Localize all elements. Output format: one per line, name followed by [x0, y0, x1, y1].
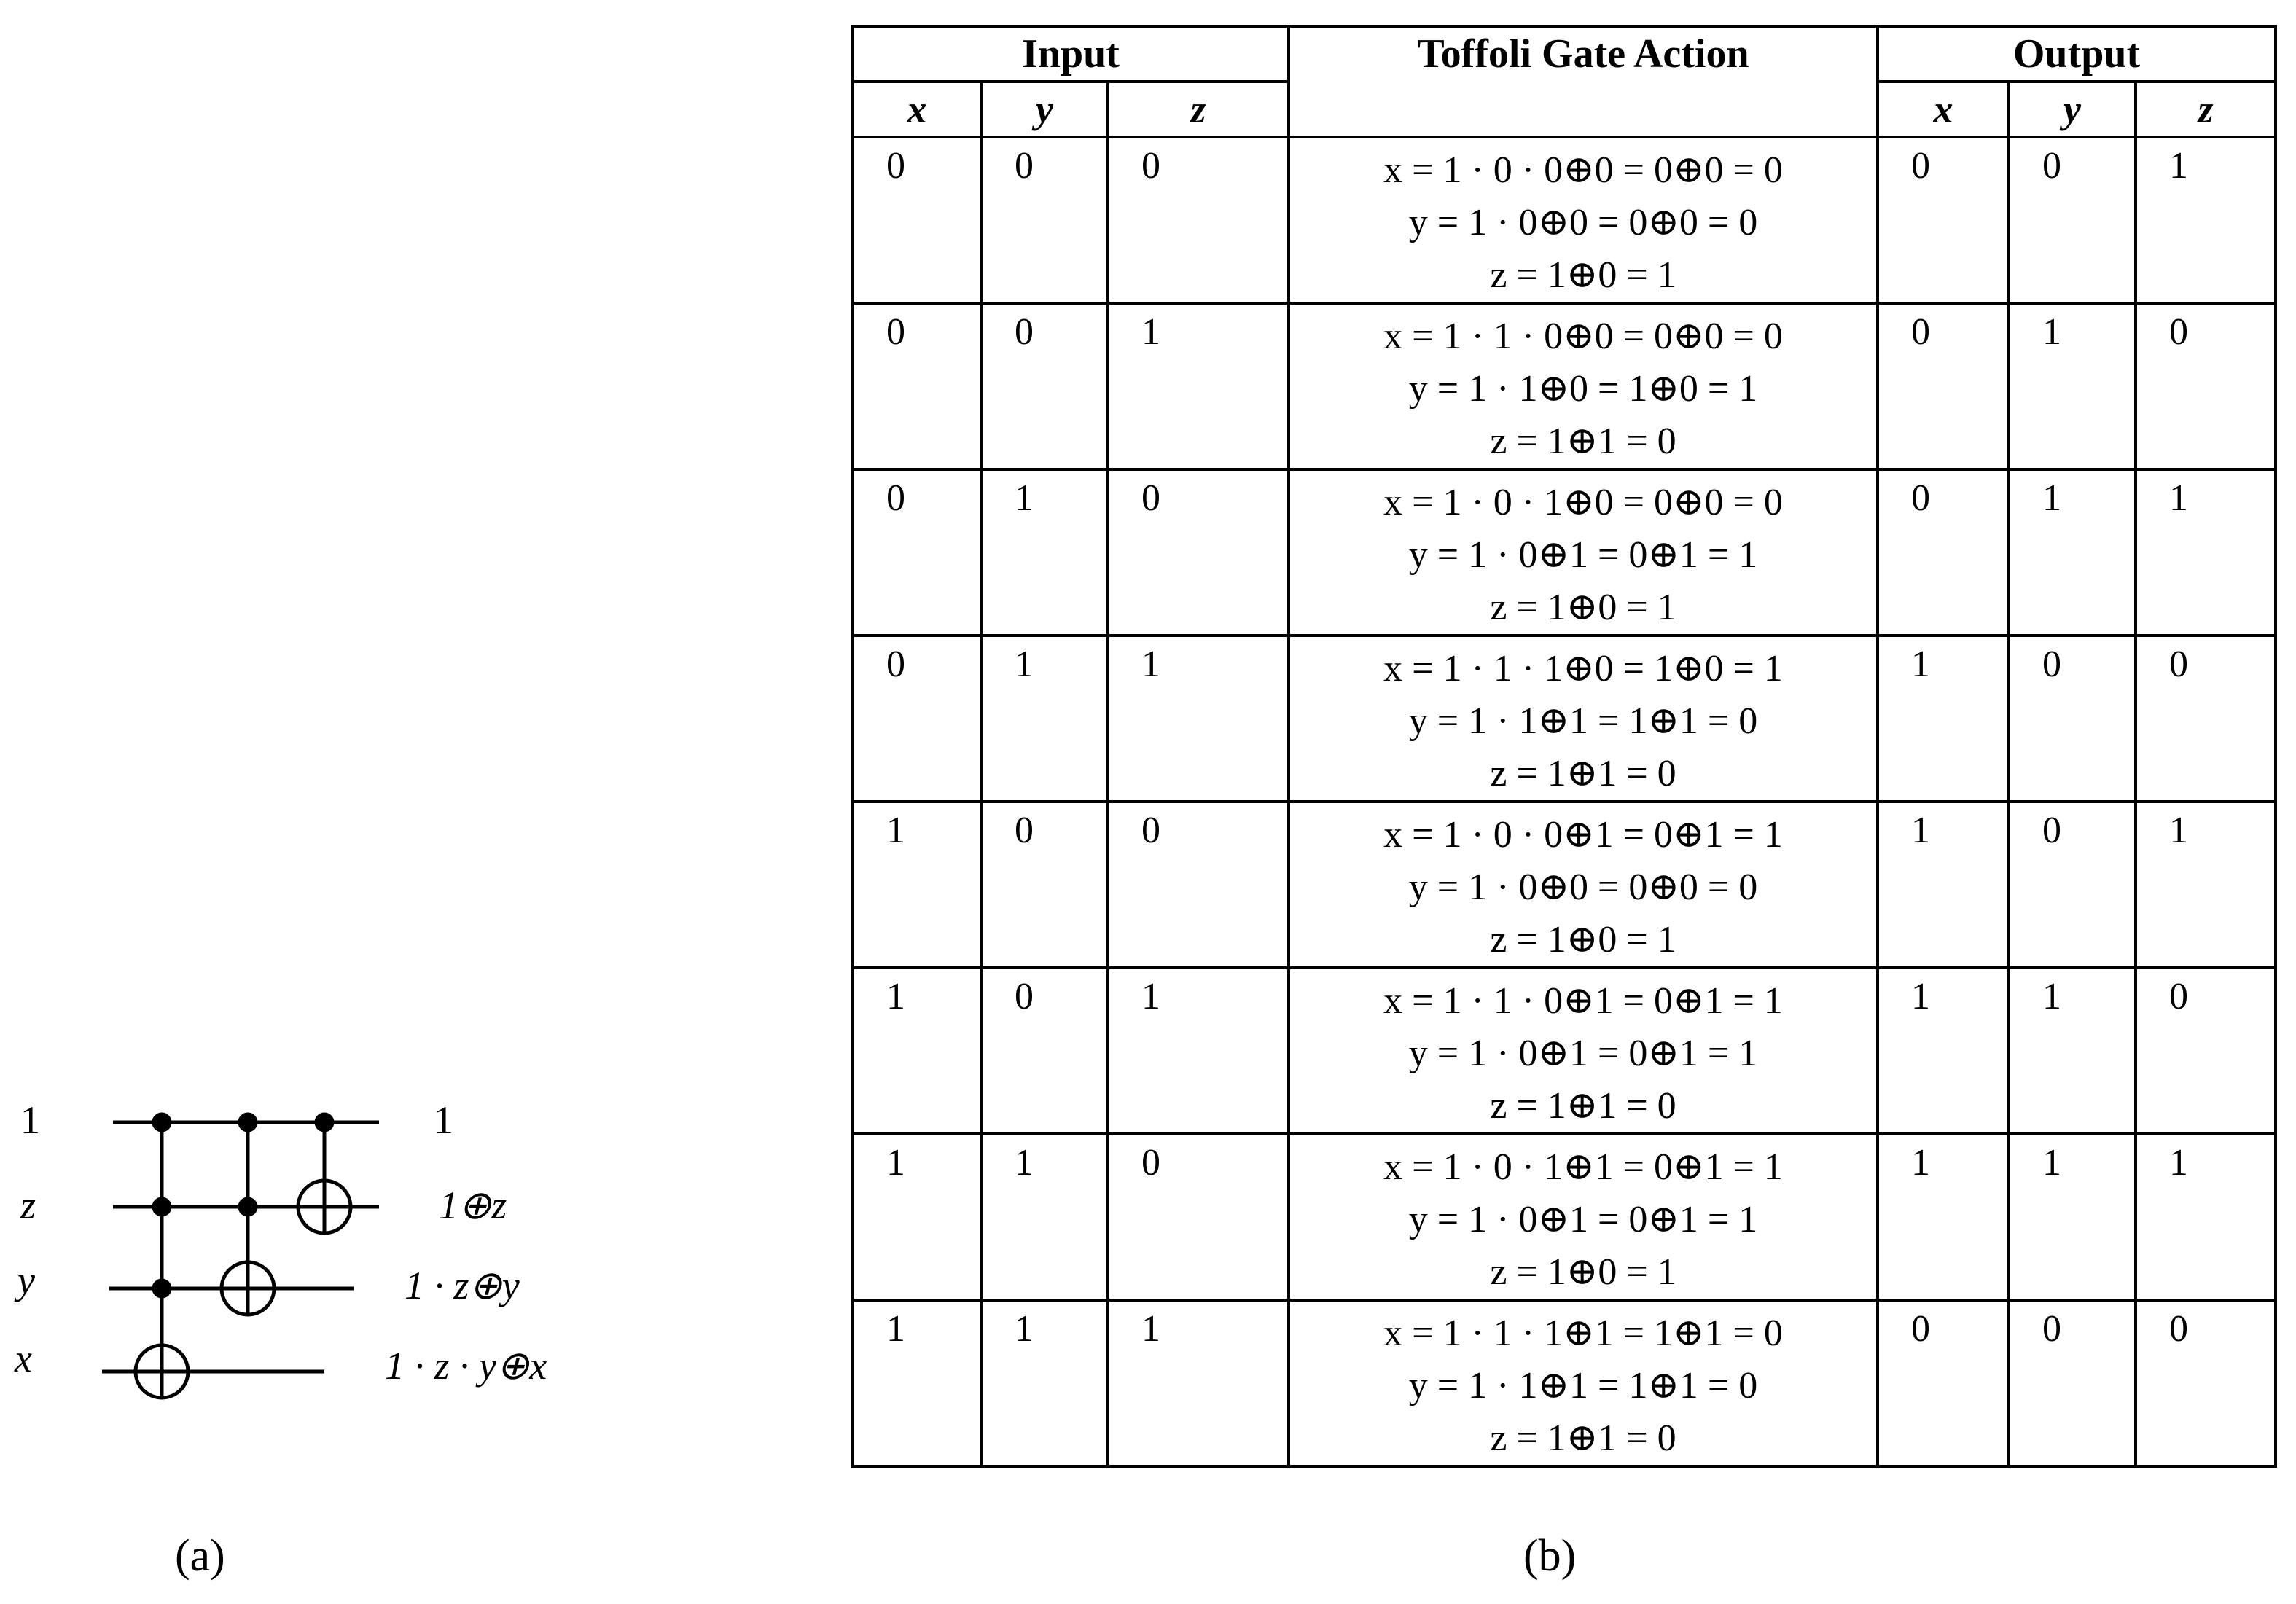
input-y-cell: 0	[981, 968, 1108, 1134]
input-y-cell: 1	[981, 635, 1108, 802]
header-input-x: x	[853, 82, 981, 137]
action-equation: y = 1 · 0⊕1 = 0⊕1 = 1	[1408, 1199, 1758, 1240]
action-cell	[1289, 1300, 1878, 1466]
input-x-cell: 1	[853, 802, 981, 968]
caption-b: (b)	[1523, 1531, 1577, 1581]
action-cell	[1289, 635, 1878, 802]
input-x-cell: 0	[853, 303, 981, 469]
action-equation: x = 1 · 0 · 1⊕1 = 0⊕1 = 1	[1383, 1146, 1783, 1188]
input-z-cell: 0	[1108, 469, 1289, 635]
input-y-cell: 0	[981, 137, 1108, 303]
circuit-input-z: z	[20, 1184, 36, 1227]
control-dot-icon	[240, 1114, 256, 1130]
action-equation: z = 1⊕0 = 1	[1490, 254, 1676, 296]
input-z-cell: 0	[1108, 137, 1289, 303]
toffoli-gate-target-x	[136, 1114, 188, 1398]
action-equation: x = 1 · 0 · 0⊕0 = 0⊕0 = 0	[1383, 149, 1783, 191]
input-z-cell: 0	[1108, 802, 1289, 968]
action-cell	[1289, 469, 1878, 635]
output-z-cell: 1	[2136, 802, 2276, 968]
input-x-cell: 1	[853, 1134, 981, 1300]
action-equation: z = 1⊕1 = 0	[1490, 1417, 1676, 1459]
header-action: Toffoli Gate Action	[1289, 26, 1878, 137]
input-x-cell: 0	[853, 635, 981, 802]
action-equation: y = 1 · 1⊕1 = 1⊕1 = 0	[1408, 700, 1758, 742]
action-equation: x = 1 · 1 · 0⊕0 = 0⊕0 = 0	[1383, 316, 1783, 357]
input-z-cell: 0	[1108, 1134, 1289, 1300]
input-y-cell: 1	[981, 469, 1108, 635]
control-dot-icon	[316, 1114, 332, 1130]
action-equation: y = 1 · 0⊕0 = 0⊕0 = 0	[1408, 866, 1758, 908]
output-z-cell: 0	[2136, 1300, 2276, 1466]
action-equation: z = 1⊕1 = 0	[1490, 420, 1676, 462]
action-equation: z = 1⊕0 = 1	[1490, 1251, 1676, 1293]
output-y-cell: 0	[2009, 137, 2136, 303]
input-x-cell: 1	[853, 1300, 981, 1466]
output-y-cell: 0	[2009, 1300, 2136, 1466]
output-x-cell: 0	[1878, 303, 2009, 469]
circuit-output-z: 1⊕z	[439, 1184, 507, 1227]
header-output: Output	[1878, 26, 2276, 82]
action-cell	[1289, 968, 1878, 1134]
circuit-input-1: 1	[20, 1098, 40, 1142]
action-equation: y = 1 · 0⊕1 = 0⊕1 = 1	[1408, 534, 1758, 576]
output-x-cell: 1	[1878, 1134, 2009, 1300]
control-dot-icon	[154, 1280, 170, 1296]
action-equation: y = 1 · 0⊕1 = 0⊕1 = 1	[1408, 1033, 1758, 1074]
output-z-cell: 0	[2136, 303, 2276, 469]
output-x-cell: 0	[1878, 137, 2009, 303]
action-equation: x = 1 · 0 · 0⊕1 = 0⊕1 = 1	[1383, 814, 1783, 856]
control-dot-icon	[154, 1199, 170, 1215]
action-equation: z = 1⊕0 = 1	[1490, 587, 1676, 628]
output-z-cell: 0	[2136, 635, 2276, 802]
input-z-cell: 1	[1108, 968, 1289, 1134]
action-equation: z = 1⊕1 = 0	[1490, 753, 1676, 794]
input-y-cell: 1	[981, 1134, 1108, 1300]
output-z-cell: 1	[2136, 1134, 2276, 1300]
action-equation: z = 1⊕0 = 1	[1490, 919, 1676, 961]
header-output-y: y	[2009, 82, 2136, 137]
output-y-cell: 1	[2009, 968, 2136, 1134]
action-equation: z = 1⊕1 = 0	[1490, 1085, 1676, 1127]
circuit-output-y: 1 · z⊕y	[405, 1264, 520, 1307]
action-cell	[1289, 1134, 1878, 1300]
toffoli-gate-target-y	[222, 1114, 274, 1315]
circuit-output-1: 1	[434, 1098, 453, 1142]
control-dot-icon	[154, 1114, 170, 1130]
control-dot-icon	[240, 1199, 256, 1215]
output-y-cell: 1	[2009, 303, 2136, 469]
input-z-cell: 1	[1108, 635, 1289, 802]
output-y-cell: 0	[2009, 802, 2136, 968]
table-row	[853, 137, 2276, 303]
header-input-y: y	[981, 82, 1108, 137]
output-x-cell: 1	[1878, 968, 2009, 1134]
action-equation: y = 1 · 0⊕0 = 0⊕0 = 0	[1408, 202, 1758, 243]
input-x-cell: 0	[853, 137, 981, 303]
header-output-x: x	[1878, 82, 2009, 137]
action-equation: y = 1 · 1⊕0 = 1⊕0 = 1	[1408, 368, 1758, 410]
output-y-cell: 1	[2009, 1134, 2136, 1300]
output-x-cell: 0	[1878, 469, 2009, 635]
circuit-input-y: y	[17, 1259, 35, 1302]
action-equation: x = 1 · 1 · 1⊕1 = 1⊕1 = 0	[1383, 1312, 1783, 1354]
action-cell	[1289, 137, 1878, 303]
circuit-output-x: 1 · z · y⊕x	[385, 1344, 547, 1388]
table-row	[853, 1300, 2276, 1466]
action-cell	[1289, 802, 1878, 968]
output-z-cell: 0	[2136, 968, 2276, 1134]
action-cell	[1289, 303, 1878, 469]
action-equation: x = 1 · 0 · 1⊕0 = 0⊕0 = 0	[1383, 482, 1783, 523]
caption-a: (a)	[175, 1531, 225, 1581]
action-equation: x = 1 · 1 · 0⊕1 = 0⊕1 = 1	[1383, 980, 1783, 1022]
cnot-gate-target-z	[298, 1114, 351, 1233]
input-y-cell: 1	[981, 1300, 1108, 1466]
input-z-cell: 1	[1108, 1300, 1289, 1466]
input-x-cell: 0	[853, 469, 981, 635]
output-z-cell: 1	[2136, 137, 2276, 303]
input-z-cell: 1	[1108, 303, 1289, 469]
toffoli-truth-table	[851, 25, 2277, 1468]
output-y-cell: 0	[2009, 635, 2136, 802]
table-row	[853, 635, 2276, 802]
table-row	[853, 1134, 2276, 1300]
input-x-cell: 1	[853, 968, 981, 1134]
output-y-cell: 1	[2009, 469, 2136, 635]
table-row	[853, 469, 2276, 635]
circuit-wires	[102, 1122, 379, 1372]
toffoli-circuit-diagram	[0, 0, 729, 1604]
header-input: Input	[853, 26, 1289, 82]
table-row	[853, 802, 2276, 968]
table-row	[853, 968, 2276, 1134]
input-y-cell: 0	[981, 802, 1108, 968]
input-y-cell: 0	[981, 303, 1108, 469]
output-z-cell: 1	[2136, 469, 2276, 635]
circuit-input-x: x	[15, 1337, 32, 1380]
header-input-z: z	[1108, 82, 1289, 137]
action-equation: x = 1 · 1 · 1⊕0 = 1⊕0 = 1	[1383, 648, 1783, 689]
output-x-cell: 1	[1878, 635, 2009, 802]
output-x-cell: 1	[1878, 802, 2009, 968]
header-output-z: z	[2136, 82, 2276, 137]
table-row	[853, 303, 2276, 469]
output-x-cell: 0	[1878, 1300, 2009, 1466]
table-body	[853, 137, 2276, 1466]
action-equation: y = 1 · 1⊕1 = 1⊕1 = 0	[1408, 1365, 1758, 1407]
